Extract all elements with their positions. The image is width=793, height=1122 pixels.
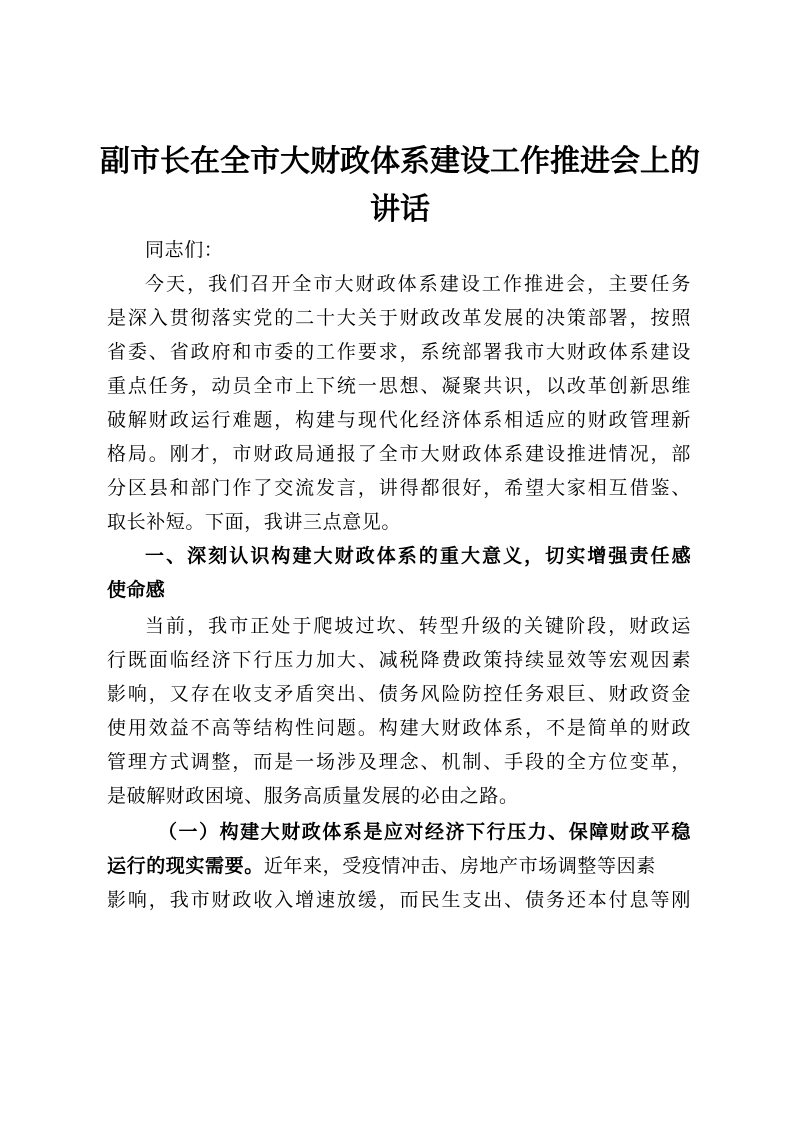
intro-line-1: 今天，我们召开全市大财政体系建设工作推进会，主要任务 — [145, 273, 691, 295]
intro-line-2: 是深入贯彻落实党的二十大关于财政改革发展的决策部署，按照 — [107, 307, 691, 329]
intro-line-3: 省委、省政府和市委的工作要求，系统部署我市大财政体系建设 — [107, 341, 691, 363]
section-1-heading-line-2: 使命感 — [107, 579, 166, 601]
section-1-line-6: 是破解财政困境、服务高质量发展的必由之路。 — [107, 785, 519, 807]
intro-line-8: 取长补短。下面，我讲三点意见。 — [107, 511, 402, 533]
section-1-heading-line-1: 一、深刻认识构建大财政体系的重大意义，切实增强责任感 — [145, 545, 691, 567]
document-title-line-1: 副市长在全市大财政体系建设工作推进会上的 — [100, 144, 700, 179]
section-1-line-5: 管理方式调整，而是一场涉及理念、机制、手段的全方位变革， — [107, 751, 691, 773]
salutation: 同志们： — [145, 239, 224, 261]
subsection-1-line-2-text: 近年来，受疫情冲击、房地产市场调整等因素 — [263, 855, 656, 877]
intro-line-6: 格局。刚才，市财政局通报了全市大财政体系建设推进情况，部 — [107, 443, 691, 465]
intro-line-5: 破解财政运行难题，构建与现代化经济体系相适应的财政管理新 — [107, 409, 691, 431]
intro-line-4: 重点任务，动员全市上下统一思想、凝聚共识，以改革创新思维 — [107, 375, 691, 397]
section-1-line-2: 行既面临经济下行压力加大、减税降费政策持续显效等宏观因素 — [107, 649, 691, 671]
section-1-line-1: 当前，我市正处于爬坡过坎、转型升级的关键阶段，财政运 — [145, 615, 691, 637]
document-title-line-2: 讲话 — [370, 192, 430, 227]
subsection-1-heading-line-1: （一）构建大财政体系是应对经济下行压力、保障财政平稳 — [158, 821, 691, 843]
section-1-line-3: 影响，又存在收支矛盾突出、债务风险防控任务艰巨、财政资金 — [107, 683, 691, 705]
section-1-line-4: 使用效益不高等结构性问题。构建大财政体系，不是简单的财政 — [107, 717, 691, 739]
intro-line-7: 分区县和部门作了交流发言，讲得都很好，希望大家相互借鉴、 — [107, 477, 691, 499]
subsection-1-line-2 — [107, 852, 691, 880]
subsection-1-line-3: 影响，我市财政收入增速放缓，而民生支出、债务还本付息等刚 — [107, 889, 691, 911]
subsection-1-heading-line-2: 运行的现实需要。 — [107, 855, 264, 877]
